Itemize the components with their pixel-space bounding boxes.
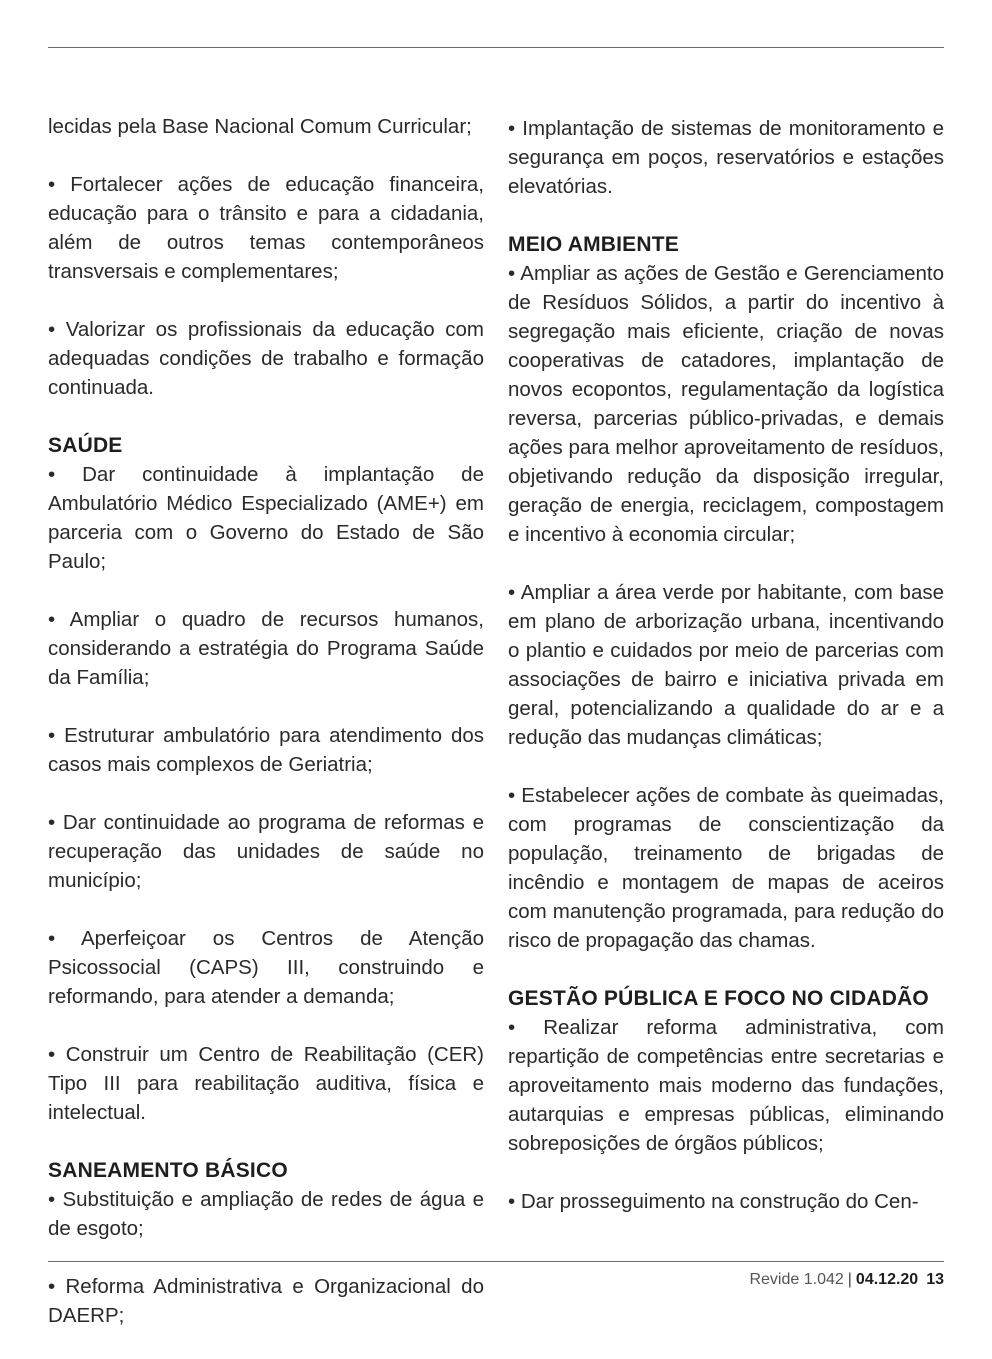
section-meio-ambiente (508, 230, 944, 955)
section-gestao-publica (508, 984, 944, 1216)
section-saneamento-basico (48, 1156, 484, 1330)
issue-date: 04.12.20 (855, 1271, 919, 1288)
list-item: • Estabelecer ações de combate às queimadas, com programas de conscientização da população, treinamento de brigadas de incêndio e montagem de mapas de aceiros com manutenção programada, para redução do risco de propagação das chamas. (508, 784, 944, 952)
list-item: • Realizar reforma administrativa, com repartição de competências entre secretarias e aproveitamento mais moderno das fundações, autarquias e empresas públicas, eliminando sobreposições de órgãos públicos; (508, 1016, 944, 1155)
section-heading: GESTÃO PÚBLICA E FOCO NO CIDADÃO (508, 987, 929, 1010)
list-item: • Estruturar ambulatório para atendimento dos casos mais complexos de Geriatria; (48, 724, 484, 776)
section-saude (48, 431, 484, 1127)
left-column (48, 112, 484, 1359)
top-rule (48, 47, 944, 48)
bottom-rule (48, 1261, 944, 1262)
section-heading: MEIO AMBIENTE (508, 233, 679, 256)
paragraph: • Implantação de sistemas de monitoramento e segurança em poços, reservatórios e estações elevatórias. (508, 117, 944, 198)
list-item: • Aperfeiçoar os Centros de Atenção Psicossocial (CAPS) III, construindo e reformando, para atender a demanda; (48, 927, 484, 1008)
paragraph: lecidas pela Base Nacional Comum Curricular; (48, 115, 472, 138)
list-item: • Dar continuidade à implantação de Ambulatório Médico Especializado (AME+) em parceria com o Governo do Estado de São Paulo; (48, 463, 484, 573)
list-item: • Dar prosseguimento na construção do Cen- (508, 1190, 919, 1213)
section-heading: SAÚDE (48, 434, 123, 457)
paragraph: • Fortalecer ações de educação financeira, educação para o trânsito e para a cidadania, além de outros temas contemporâneos transversais e complementares; (48, 173, 484, 283)
list-item: • Substituição e ampliação de redes de água e de esgoto; (48, 1188, 484, 1240)
page-footer (749, 1270, 944, 1290)
list-item: • Dar continuidade ao programa de reformas e recuperação das unidades de saúde no município; (48, 811, 484, 892)
list-item: • Ampliar a área verde por habitante, com base em plano de arborização urbana, incentivando o plantio e cuidados por meio de parcerias com associações de bairro e iniciativa privada em geral, potencializando a qualidade do ar e a redução das mudanças climáticas; (508, 581, 944, 749)
page-number: 13 (926, 1271, 944, 1288)
right-column (508, 114, 944, 1245)
list-item: • Ampliar o quadro de recursos humanos, considerando a estratégia do Programa Saúde da Família; (48, 608, 484, 689)
footer-separator: | (847, 1271, 852, 1288)
section-heading: SANEAMENTO BÁSICO (48, 1159, 288, 1182)
list-item: • Construir um Centro de Reabilitação (CER) Tipo III para reabilitação auditiva, física e intelectual. (48, 1043, 484, 1124)
list-item: • Ampliar as ações de Gestão e Gerenciamento de Resíduos Sólidos, a partir do incentivo à segregação mais eficiente, criação de novas cooperativas de catadores, implantação de novos ecopontos, regulamentação da logística reversa, parcerias público-privadas, e demais ações para melhor aproveitamento de resíduos, objetivando redução da disposição irregular, geração de energia, reciclagem, compostagem e incentivo à economia circular; (508, 262, 944, 546)
list-item: • Reforma Administrativa e Organizacional do DAERP; (48, 1275, 484, 1327)
paragraph: • Valorizar os profissionais da educação com adequadas condições de trabalho e formação continuada. (48, 318, 484, 399)
magazine-issue: Revide 1.042 (749, 1271, 844, 1288)
